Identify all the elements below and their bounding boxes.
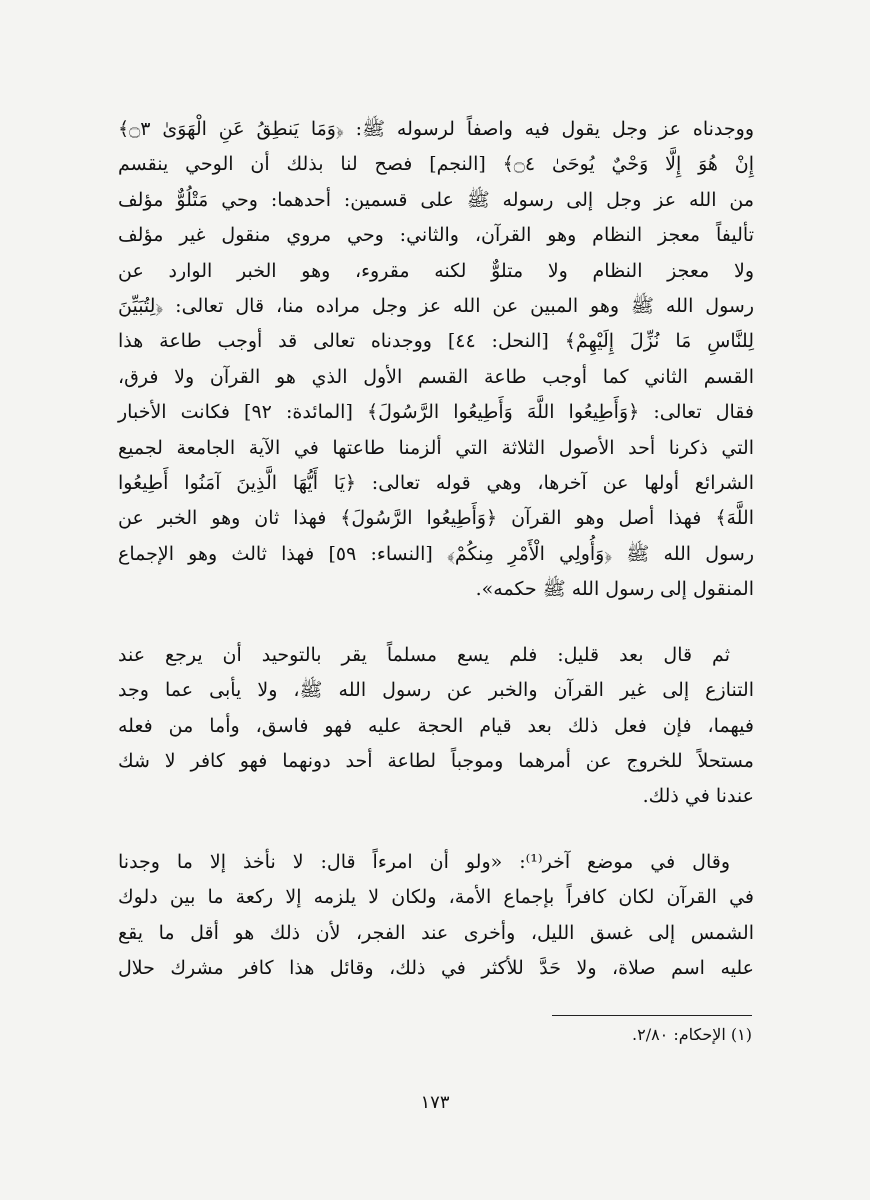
text-line: ثم قال بعد قليل: فلم يسع مسلماً يقر بالتوحيد أن يرجع عند <box>118 643 730 666</box>
paragraph-2 <box>118 638 754 815</box>
footnote: (١) الإحكام: ٢/٨٠. <box>632 1025 752 1044</box>
text-line: رسول الله ﷺ وهو المبين عن الله عز وجل مراده منا، قال تعالى: ﴿لِتُبَيِّنَ <box>118 295 754 318</box>
body-text <box>118 112 754 986</box>
footnote-divider <box>552 1015 752 1016</box>
text-line: عندنا في ذلك. <box>642 785 754 808</box>
paragraph-1 <box>118 112 754 608</box>
text-line: ووجدناه عز وجل يقول فيه واصفاً لرسوله ﷺ: ﴿وَمَا يَنطِقُ عَنِ الْهَوَىٰ ۝٣﴾ <box>118 118 754 140</box>
text-line: فقال تعالى: ﴿وَأَطِيعُوا اللَّهَ وَأَطِيعُوا الرَّسُولَ﴾ [المائدة: ٩٢] فكانت الأخبار <box>118 401 755 424</box>
text-line: الشرائع أولها عن آخرها، وهي قوله تعالى: ﴿يَا أَيُّهَا الَّذِينَ آمَنُوا أَطِيعُوا <box>118 472 754 495</box>
text-line: في القرآن لكان كافراً بإجماع الأمة، ولكان لا يلزمه إلا ركعة ما بين دلوك <box>118 886 754 909</box>
text-line: لِلنَّاسِ مَا نُزِّلَ إِلَيْهِمْ﴾ [النحل: ٤٤] ووجدناه تعالى قد أوجب طاعة هذا <box>118 330 754 353</box>
text-line: رسول الله ﷺ ﴿وَأُولِي الْأَمْرِ مِنكُمْ﴾ [النساء: ٥٩] فهذا ثالث وهو الإجماع <box>118 542 754 565</box>
text-line: فيهما، فإن فعل ذلك بعد قيام الحجة عليه فهو فاسق، وأما من فعله <box>118 714 754 737</box>
text-line: الشمس إلى غسق الليل، وأخرى عند الفجر، لأن ذلك هو أقل ما يقع <box>118 921 754 944</box>
paragraph-3 <box>118 845 754 987</box>
text-line: التي ذكرنا أحد الأصول الثلاثة التي ألزمنا طاعتها في الآية الجامعة لجميع <box>118 436 754 459</box>
text-line: تأليفاً معجز النظام وهو القرآن، والثاني: وحي مروي منقول غير مؤلف <box>118 224 754 247</box>
text-line: مستحلاً للخروج عن أمرهما وموجباً لطاعة أحد دونهما فهو كافر لا شك <box>118 749 754 772</box>
text-line: عليه اسم صلاة، ولا حَدَّ للأكثر في ذلك، وقائل هذا كافر مشرك حلال <box>118 956 754 979</box>
text-line: اللَّهَ﴾ فهذا أصل وهو القرآن ﴿وَأَطِيعُوا الرَّسُولَ﴾ فهذا ثان وهو الخبر عن <box>118 507 754 530</box>
text-line: المنقول إلى رسول الله ﷺ حكمه». <box>475 578 754 601</box>
text-line: القسم الثاني كما أوجب طاعة القسم الأول الذي هو القرآن ولا فرق، <box>118 365 754 388</box>
text-line: إِنْ هُوَ إِلَّا وَحْيٌ يُوحَىٰ ۝٤﴾ [النجم] فصح لنا بذلك أن الوحي ينقسم <box>118 153 754 176</box>
text-line: من الله عز وجل إلى رسوله ﷺ على قسمين: أحدهما: وحي مَتْلُوٌّ مؤلف <box>118 188 754 211</box>
text-line: التنازع إلى غير القرآن والخبر عن رسول الله ﷺ، ولا يأبى عما وجد <box>118 679 754 702</box>
page-number: ١٧٣ <box>420 1092 450 1113</box>
text-line: وقال في موضع آخر⁽¹⁾: «ولو أن امرءاً قال: لا نأخذ إلا ما وجدنا <box>118 850 730 873</box>
text-line: ولا معجز النظام ولا متلوٌّ لكنه مقروء، وهو الخبر الوارد عن <box>118 259 754 282</box>
